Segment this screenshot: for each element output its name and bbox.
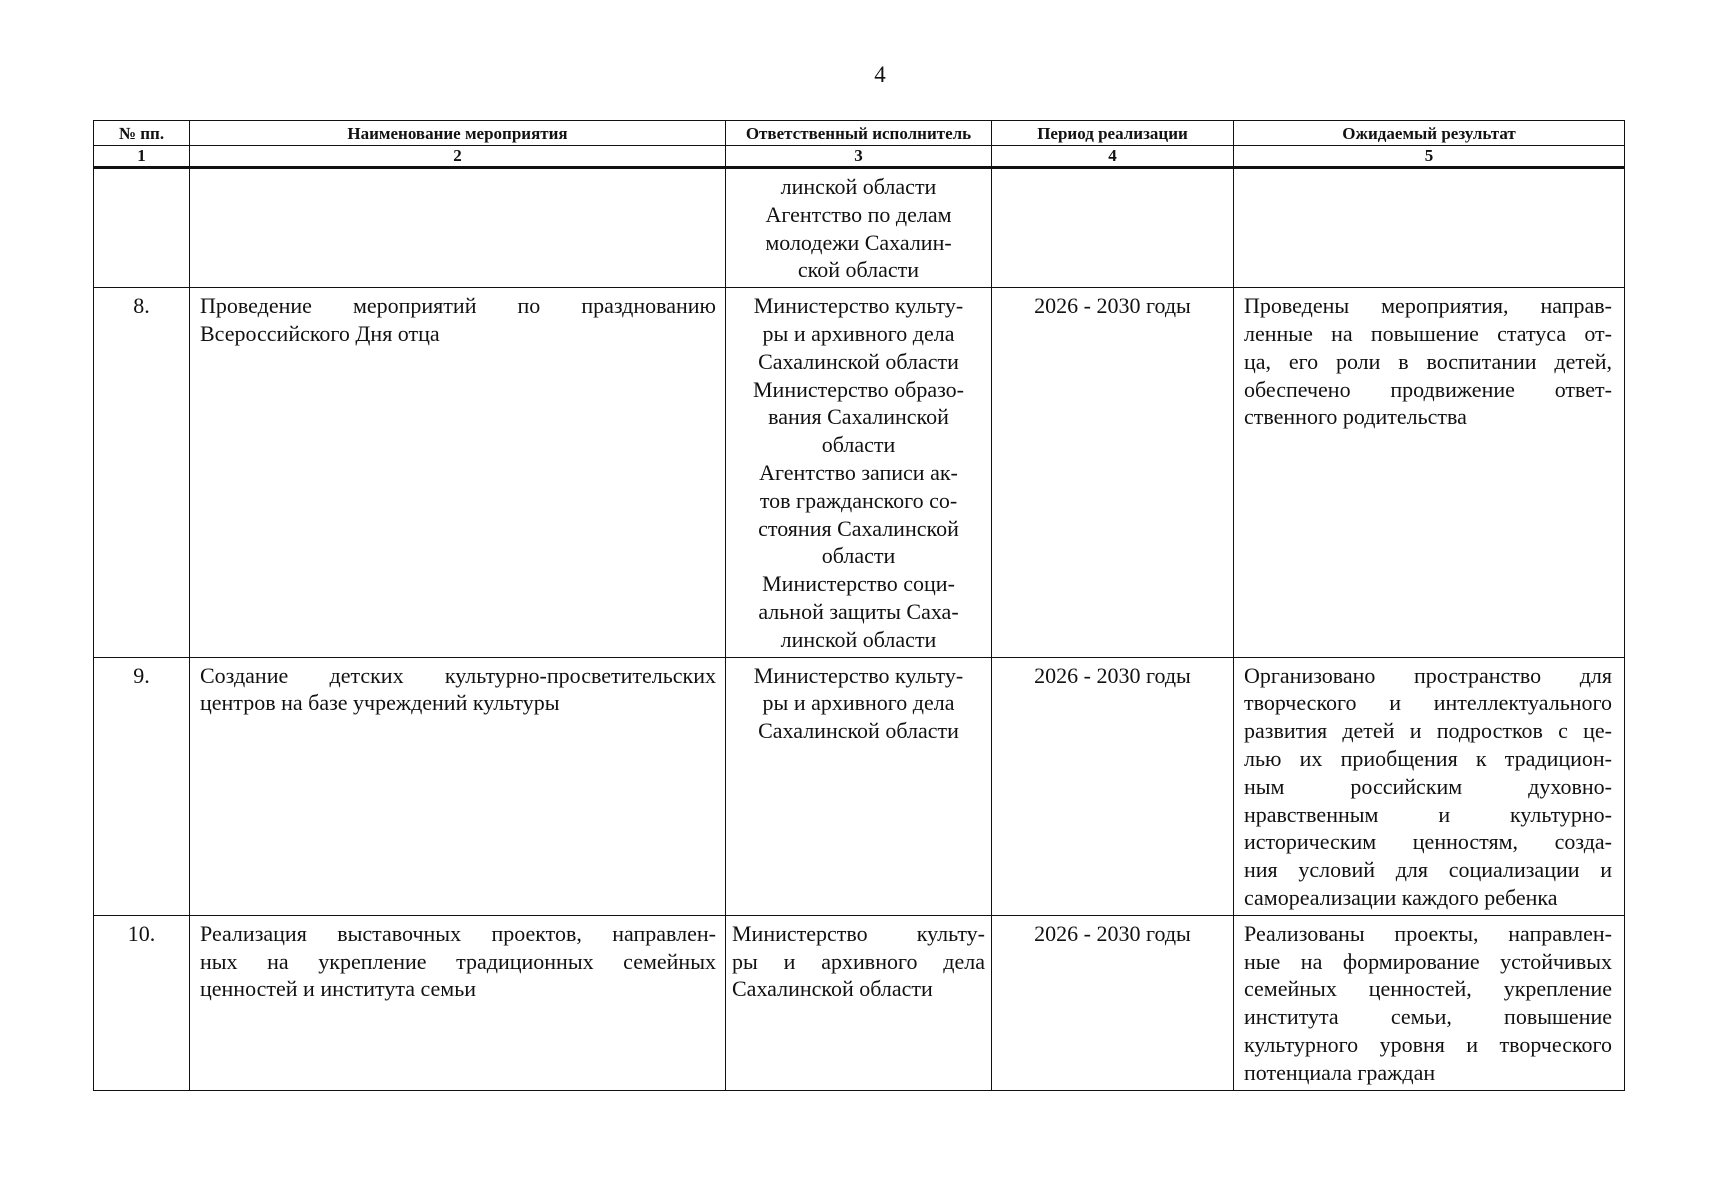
responsible-line: Министерство культу- xyxy=(732,920,985,946)
responsible-line: тов гражданского со- xyxy=(759,487,958,513)
header-row xyxy=(94,121,1625,146)
header-result: Ожидаемый результат xyxy=(1234,121,1625,146)
cell-responsible xyxy=(726,657,992,915)
responsible-line: Сахалинской области xyxy=(732,976,933,1002)
result-line: ственного родительства xyxy=(1244,404,1467,430)
responsible-line: Агентство по делам xyxy=(765,201,952,227)
responsible-line: линской области xyxy=(780,626,937,652)
responsible-line: Министерство соци- xyxy=(762,571,955,597)
cell-num xyxy=(94,168,190,288)
responsible-line: Министерство культу- xyxy=(753,293,964,319)
result-line: Реализованы проекты, направлен- xyxy=(1244,920,1612,946)
table-row xyxy=(94,915,1625,1090)
responsible-line: Сахалинской области xyxy=(758,718,959,744)
result-line: потенциала граждан xyxy=(1244,1059,1436,1085)
result-line: ные на формирование устойчивых xyxy=(1244,948,1612,974)
header-num: № пп. xyxy=(94,121,190,146)
responsible-line: стояния Сахалинской xyxy=(758,515,959,541)
responsible-line: Министерство культу- xyxy=(753,662,964,688)
result-line: самореализации каждого ребенка xyxy=(1244,884,1558,910)
name-line: ных на укрепление традиционных семейных xyxy=(200,948,716,974)
result-line: института семьи, повышение xyxy=(1244,1004,1612,1030)
result-line: развития детей и подростков с це- xyxy=(1244,718,1612,744)
result-line: семейных ценностей, укрепление xyxy=(1244,976,1612,1002)
responsible-line: ры и архивного дела xyxy=(762,690,955,716)
result-line: лью их приобщения к традицион- xyxy=(1244,745,1612,771)
responsible-line: альной защиты Саха- xyxy=(758,598,959,624)
cell-num: 9. xyxy=(94,657,190,915)
column-number-row xyxy=(94,146,1625,168)
responsible-line: линской области xyxy=(780,174,937,199)
result-line: ленные на повышение статуса от- xyxy=(1244,320,1612,346)
responsible-line: Агентство записи ак- xyxy=(759,459,958,485)
column-number: 2 xyxy=(190,146,726,168)
name-line: Всероссийского Дня отца xyxy=(200,320,440,346)
cell-name xyxy=(190,657,726,915)
responsible-line: ры и архивного дела xyxy=(732,948,985,974)
cell-result xyxy=(1234,657,1625,915)
result-line: обеспечено продвижение ответ- xyxy=(1244,376,1612,402)
responsible-line: Сахалинской области xyxy=(758,348,959,374)
responsible-line: области xyxy=(821,432,896,458)
column-number: 3 xyxy=(726,146,992,168)
result-line: ца, его роли в воспитании детей, xyxy=(1244,348,1612,374)
name-line: ценностей и института семьи xyxy=(200,976,477,1002)
column-number: 5 xyxy=(1234,146,1625,168)
cell-num: 10. xyxy=(94,915,190,1090)
result-line: творческого и интеллектуального xyxy=(1244,690,1612,716)
table-header xyxy=(94,121,1625,168)
result-line: ния условий для социализации и xyxy=(1244,857,1612,883)
cell-responsible xyxy=(726,288,992,657)
cell-responsible xyxy=(726,168,992,288)
responsible-line: молодежи Сахалин- xyxy=(765,229,952,255)
page-number: 4 xyxy=(874,62,886,87)
table-row xyxy=(94,657,1625,915)
cell-result xyxy=(1234,915,1625,1090)
name-line: центров на базе учреждений культуры xyxy=(200,690,560,716)
cell-name xyxy=(190,915,726,1090)
table-row-continuation xyxy=(94,168,1625,288)
responsible-line: ской области xyxy=(797,257,920,283)
cell-period: 2026 - 2030 годы xyxy=(992,915,1234,1090)
result-line: Проведены мероприятия, направ- xyxy=(1244,293,1612,319)
header-period: Период реализации xyxy=(992,121,1234,146)
result-line: нравственным и культурно- xyxy=(1244,801,1612,827)
cell-name xyxy=(190,168,726,288)
column-number: 1 xyxy=(94,146,190,168)
cell-result xyxy=(1234,168,1625,288)
cell-period xyxy=(992,168,1234,288)
header-name: Наименование мероприятия xyxy=(190,121,726,146)
cell-period: 2026 - 2030 годы xyxy=(992,288,1234,657)
responsible-line: вания Сахалинской xyxy=(768,404,949,430)
responsible-line: Министерство образо- xyxy=(753,376,964,402)
cell-responsible xyxy=(726,915,992,1090)
column-number: 4 xyxy=(992,146,1234,168)
events-table xyxy=(93,120,1625,1091)
cell-num: 8. xyxy=(94,288,190,657)
result-line: ным российским духовно- xyxy=(1244,773,1612,799)
responsible-line: области xyxy=(821,543,896,569)
name-line: Создание детских культурно-просветительских xyxy=(200,662,716,688)
name-line: Реализация выставочных проектов, направлен- xyxy=(200,920,716,946)
cell-name xyxy=(190,288,726,657)
result-line: культурного уровня и творческого xyxy=(1244,1031,1612,1057)
cell-result xyxy=(1234,288,1625,657)
table-body xyxy=(94,168,1625,1091)
result-line: Организовано пространство для xyxy=(1244,662,1612,688)
responsible-line: ры и архивного дела xyxy=(762,320,955,346)
table-row xyxy=(94,288,1625,657)
result-line: историческим ценностям, созда- xyxy=(1244,829,1612,855)
cell-period: 2026 - 2030 годы xyxy=(992,657,1234,915)
name-line: Проведение мероприятий по празднованию xyxy=(200,293,716,319)
header-responsible: Ответственный исполнитель xyxy=(726,121,992,146)
